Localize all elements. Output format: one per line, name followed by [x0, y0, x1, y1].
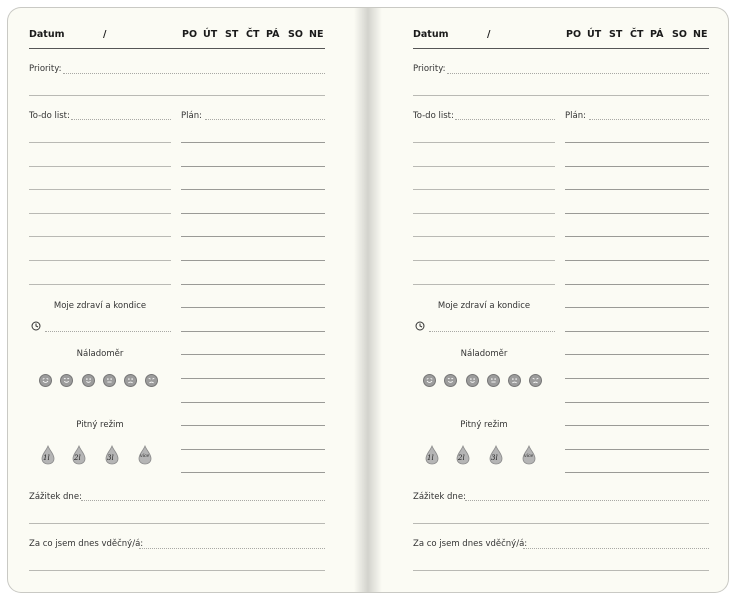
writing-line[interactable]	[181, 331, 325, 332]
writing-line[interactable]	[565, 189, 709, 190]
writing-line[interactable]	[29, 213, 171, 214]
todo-label: To-do list:	[29, 111, 70, 121]
writing-line[interactable]	[181, 260, 325, 261]
date-separator: /	[487, 29, 491, 40]
writing-line[interactable]	[181, 236, 325, 237]
writing-line[interactable]	[565, 425, 709, 426]
dotted-writing-line[interactable]	[589, 119, 709, 120]
weekday-6[interactable]: NE	[693, 29, 708, 40]
writing-line[interactable]	[181, 189, 325, 190]
writing-line[interactable]	[413, 213, 555, 214]
writing-line[interactable]	[181, 142, 325, 143]
writing-line[interactable]	[565, 142, 709, 143]
water-drop-icon[interactable]	[425, 445, 439, 465]
right-page	[368, 7, 729, 593]
weekday-2[interactable]: ST	[609, 29, 623, 40]
writing-line[interactable]	[413, 284, 555, 285]
writing-line[interactable]	[29, 260, 171, 261]
writing-line[interactable]	[413, 236, 555, 237]
priority-label: Priority:	[413, 64, 446, 74]
dotted-writing-line[interactable]	[455, 119, 555, 120]
gutter-shadow	[368, 8, 382, 592]
drop-amount: 2l	[74, 454, 81, 462]
mood-happy-face-icon[interactable]	[444, 374, 457, 387]
weekday-5[interactable]: SO	[672, 29, 687, 40]
mood-angry-face-icon[interactable]	[145, 374, 158, 387]
dotted-writing-line[interactable]	[465, 500, 709, 501]
writing-line[interactable]	[181, 284, 325, 285]
water-drop-icon[interactable]	[456, 445, 470, 465]
writing-line[interactable]	[565, 236, 709, 237]
mood-label: Náladoměr	[460, 349, 508, 359]
header-underline	[29, 48, 325, 49]
writing-line[interactable]	[29, 284, 171, 285]
mood-happy-face-icon[interactable]	[60, 374, 73, 387]
writing-line[interactable]	[181, 472, 325, 473]
writing-line[interactable]	[413, 166, 555, 167]
water-drop-icon[interactable]	[72, 445, 86, 465]
writing-line[interactable]	[181, 213, 325, 214]
writing-line[interactable]	[181, 378, 325, 379]
weekday-0[interactable]: PO	[566, 29, 582, 40]
weekday-5[interactable]: SO	[288, 29, 303, 40]
weekday-4[interactable]: PÁ	[266, 29, 280, 40]
writing-line[interactable]	[181, 166, 325, 167]
mood-sad-face-icon[interactable]	[124, 374, 137, 387]
drop-amount: více	[524, 454, 534, 459]
writing-line[interactable]	[565, 260, 709, 261]
gutter-shadow	[354, 8, 368, 592]
dotted-writing-line[interactable]	[71, 119, 171, 120]
weekday-6[interactable]: NE	[309, 29, 324, 40]
priority-label: Priority:	[29, 64, 62, 74]
date-label: Datum	[413, 29, 449, 40]
drop-amount: 1l	[427, 454, 434, 462]
drinking-label: Pitný režim	[460, 420, 508, 430]
writing-line[interactable]	[181, 402, 325, 403]
writing-line[interactable]	[565, 402, 709, 403]
water-drop-icon[interactable]	[522, 445, 536, 465]
dotted-writing-line[interactable]	[429, 331, 555, 332]
dotted-writing-line[interactable]	[447, 73, 709, 74]
writing-line[interactable]	[413, 142, 555, 143]
weekday-2[interactable]: ST	[225, 29, 239, 40]
mood-very-happy-face-icon[interactable]	[423, 374, 436, 387]
writing-line[interactable]	[413, 523, 709, 524]
writing-line[interactable]	[29, 189, 171, 190]
plan-label: Plán:	[181, 111, 202, 121]
writing-line[interactable]	[413, 189, 555, 190]
planner-spread	[7, 7, 729, 593]
water-drop-icon[interactable]	[489, 445, 503, 465]
experience-label: Zážitek dne:	[413, 492, 466, 502]
todo-label: To-do list:	[413, 111, 454, 121]
drop-amount: 2l	[458, 454, 465, 462]
weekday-0[interactable]: PO	[182, 29, 198, 40]
writing-line[interactable]	[181, 425, 325, 426]
weekday-1[interactable]: ÚT	[203, 29, 218, 40]
drop-amount: 3l	[491, 454, 498, 462]
left-page	[7, 7, 368, 593]
drinking-label: Pitný režim	[76, 420, 124, 430]
experience-label: Zážitek dne:	[29, 492, 82, 502]
weekday-3[interactable]: ČT	[246, 29, 260, 40]
header-underline	[413, 48, 709, 49]
date-label: Datum	[29, 29, 65, 40]
writing-line[interactable]	[565, 166, 709, 167]
writing-line[interactable]	[181, 307, 325, 308]
writing-line[interactable]	[29, 523, 325, 524]
health-label: Moje zdraví a kondice	[53, 301, 147, 311]
dotted-writing-line[interactable]	[63, 73, 325, 74]
writing-line[interactable]	[29, 236, 171, 237]
mood-label: Náladoměr	[76, 349, 124, 359]
writing-line[interactable]	[29, 166, 171, 167]
writing-line[interactable]	[413, 570, 709, 571]
plan-label: Plán:	[565, 111, 586, 121]
mood-sad-face-icon[interactable]	[508, 374, 521, 387]
water-drop-icon[interactable]	[105, 445, 119, 465]
writing-line[interactable]	[413, 95, 709, 96]
mood-angry-face-icon[interactable]	[529, 374, 542, 387]
writing-line[interactable]	[565, 284, 709, 285]
health-label: Moje zdraví a kondice	[437, 301, 531, 311]
dotted-writing-line[interactable]	[45, 331, 171, 332]
writing-line[interactable]	[565, 354, 709, 355]
writing-line[interactable]	[29, 570, 325, 571]
weekday-3[interactable]: ČT	[630, 29, 644, 40]
dotted-writing-line[interactable]	[205, 119, 325, 120]
mood-smiling-face-icon[interactable]	[82, 374, 95, 387]
drop-amount: více	[140, 454, 150, 459]
water-drop-icon[interactable]	[138, 445, 152, 465]
date-separator: /	[103, 29, 107, 40]
writing-line[interactable]	[29, 142, 171, 143]
weekday-1[interactable]: ÚT	[587, 29, 602, 40]
mood-smiling-face-icon[interactable]	[466, 374, 479, 387]
water-drop-icon[interactable]	[41, 445, 55, 465]
gratitude-label: Za co jsem dnes vděčný/á:	[29, 539, 144, 549]
dotted-writing-line[interactable]	[523, 548, 709, 549]
writing-line[interactable]	[413, 260, 555, 261]
health-clock-icon	[31, 316, 41, 326]
writing-line[interactable]	[565, 449, 709, 450]
writing-line[interactable]	[565, 213, 709, 214]
writing-line[interactable]	[565, 331, 709, 332]
mood-neutral-face-icon[interactable]	[487, 374, 500, 387]
gratitude-label: Za co jsem dnes vděčný/á:	[413, 539, 528, 549]
drop-amount: 1l	[43, 454, 50, 462]
health-clock-icon	[415, 316, 425, 326]
drop-amount: 3l	[107, 454, 114, 462]
writing-line[interactable]	[565, 307, 709, 308]
writing-line[interactable]	[565, 472, 709, 473]
writing-line[interactable]	[181, 449, 325, 450]
weekday-4[interactable]: PÁ	[650, 29, 664, 40]
mood-very-happy-face-icon[interactable]	[39, 374, 52, 387]
dotted-writing-line[interactable]	[81, 500, 325, 501]
writing-line[interactable]	[29, 95, 325, 96]
dotted-writing-line[interactable]	[139, 548, 325, 549]
writing-line[interactable]	[181, 354, 325, 355]
mood-neutral-face-icon[interactable]	[103, 374, 116, 387]
writing-line[interactable]	[565, 378, 709, 379]
